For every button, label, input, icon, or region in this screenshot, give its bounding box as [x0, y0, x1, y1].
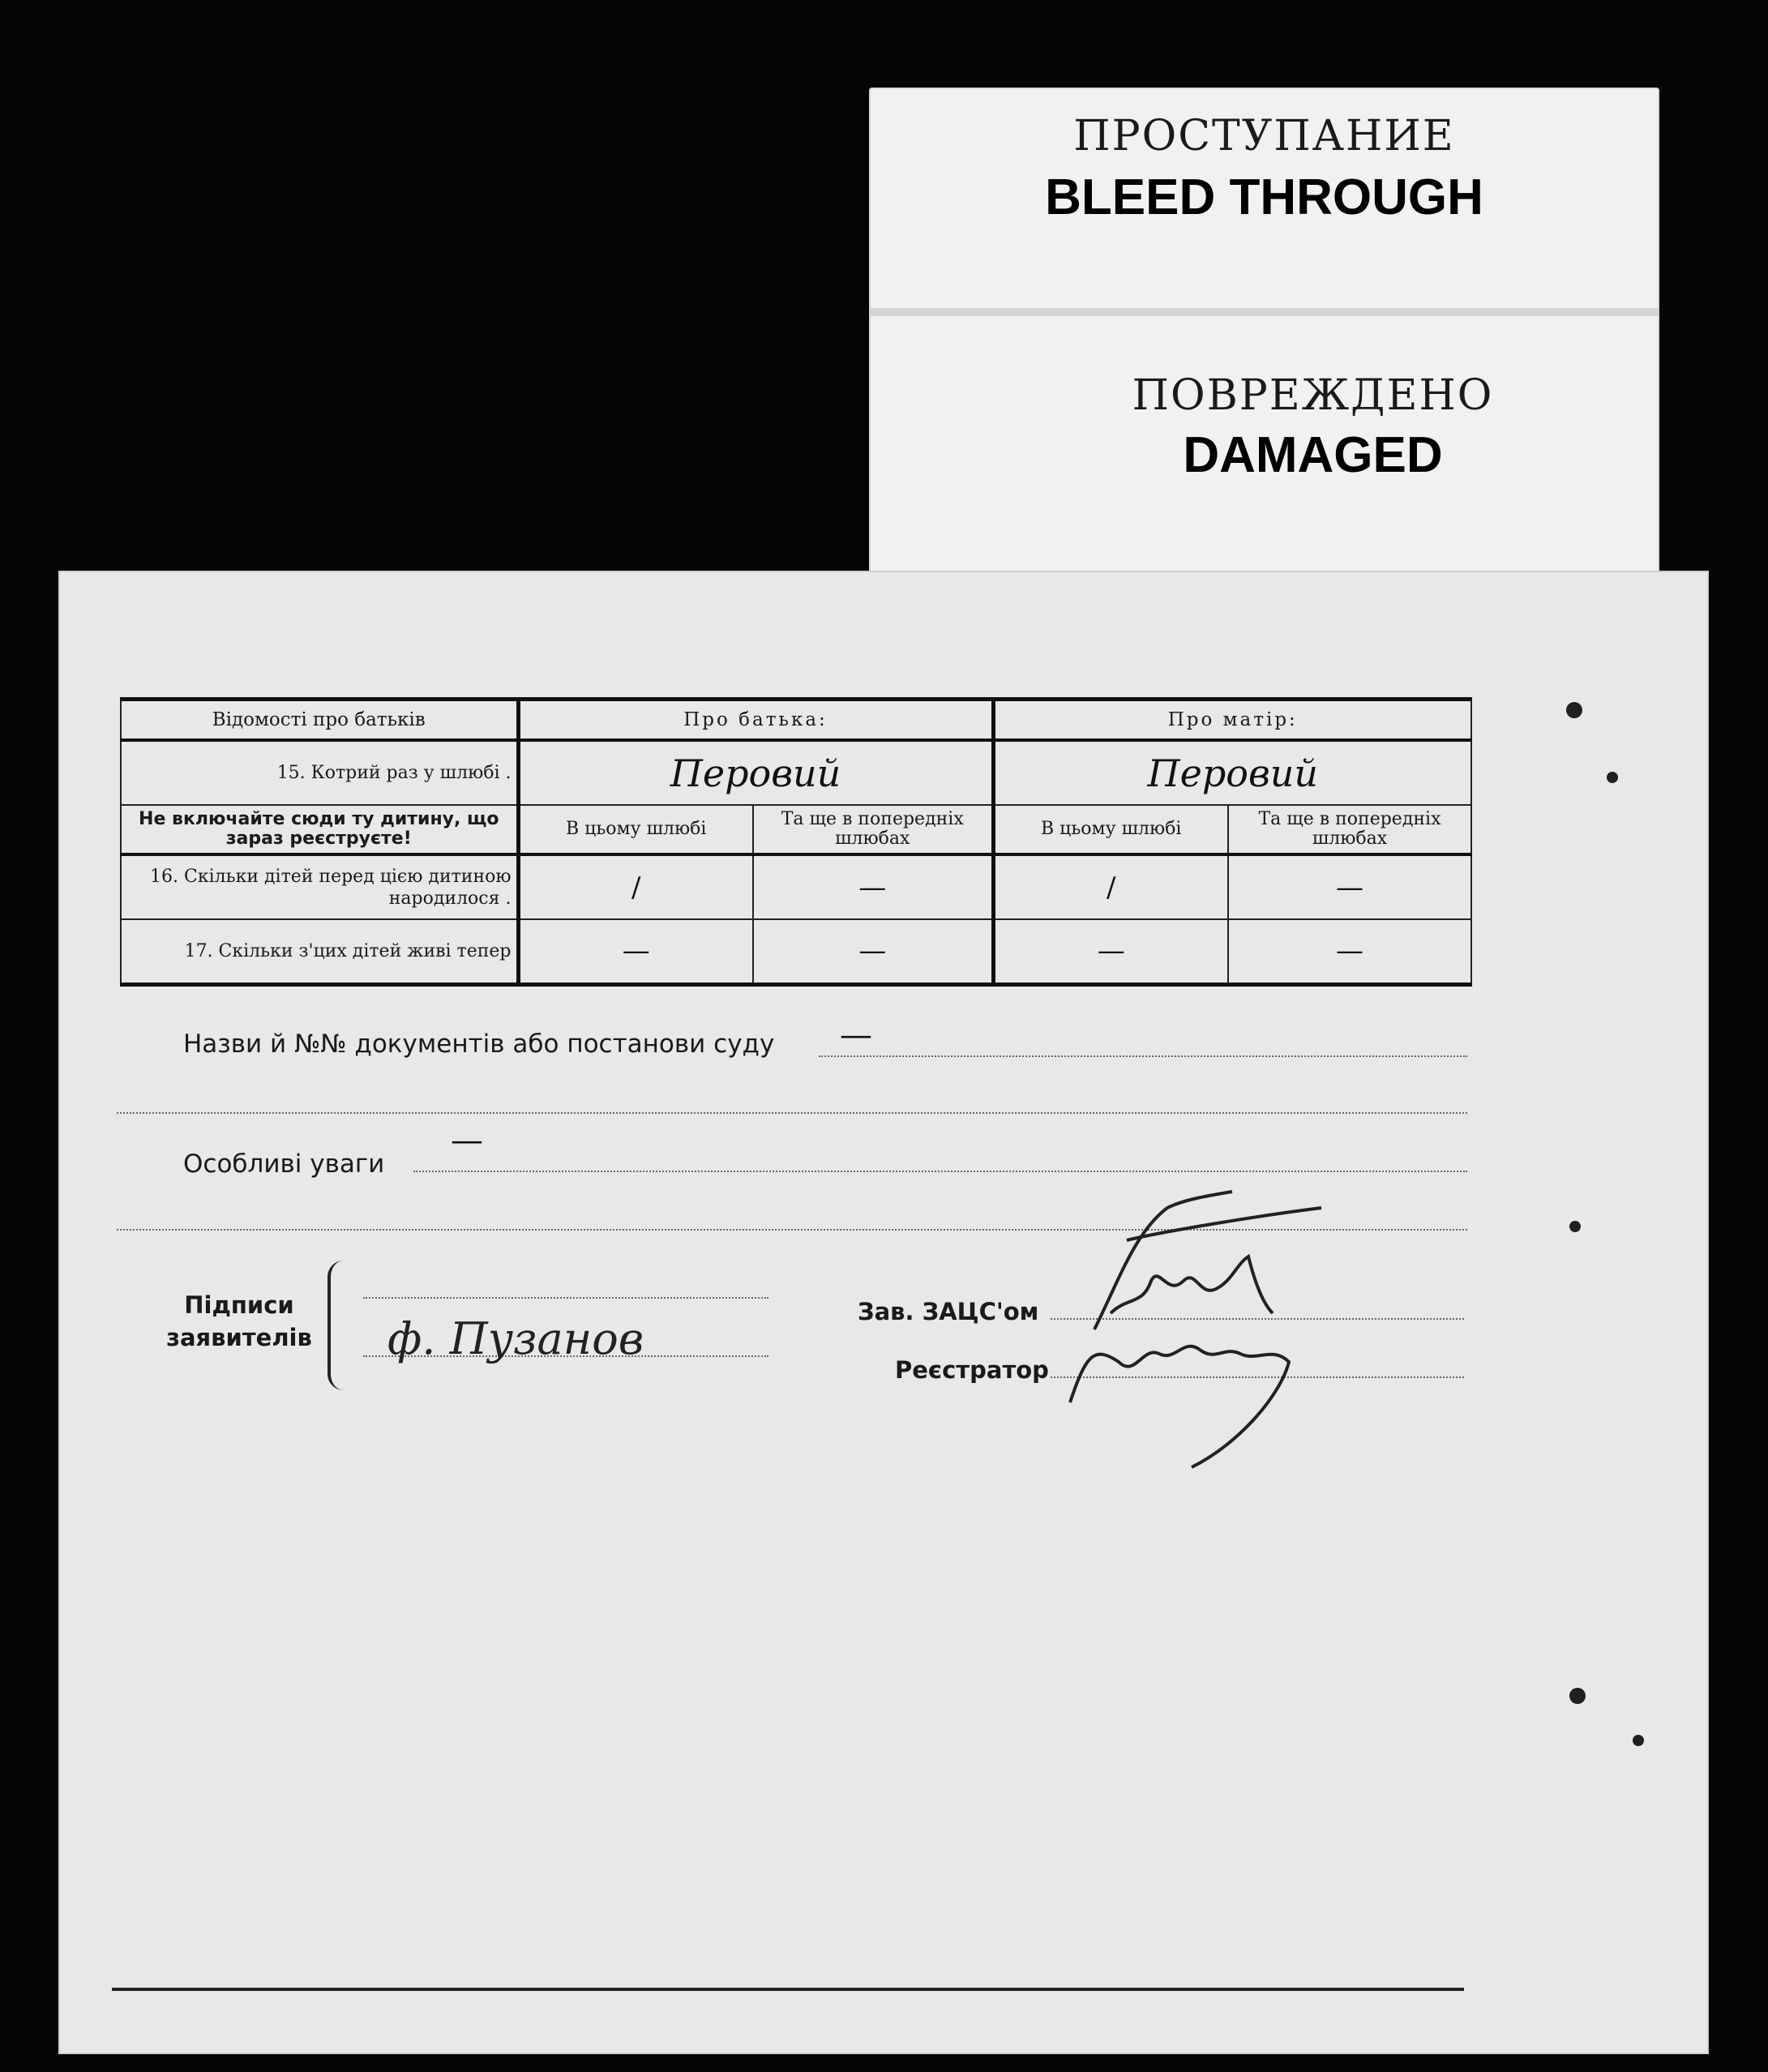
parents-info-table: [120, 697, 1472, 987]
punch-hole: [1569, 1221, 1581, 1232]
head-of-registry-label: Зав. ЗАЦС'ом: [858, 1298, 1039, 1325]
header-parents-info: Відомості про батьків: [121, 700, 518, 741]
punch-hole: [1569, 1688, 1586, 1704]
registrar-label: Реєстратор: [895, 1356, 1049, 1384]
documents-label: Назви й №№ документів або постанови суду: [183, 1030, 775, 1059]
label-damaged-ru: ПОВРЕЖДЕНО: [1132, 371, 1494, 420]
punch-hole: [1566, 702, 1582, 718]
special-notes-label: Особливі уваги: [183, 1149, 385, 1179]
applicant-signature: ф. Пузанов: [387, 1313, 644, 1364]
row16-father-this: /: [518, 854, 753, 919]
subheader-father-previous-marriages: Та ще в попередніх шлюбах: [753, 805, 993, 854]
row15-mother-value: Перовий: [993, 740, 1471, 805]
documents-line: [819, 1055, 1467, 1057]
row17-mother-this: —: [993, 919, 1228, 984]
signatures-label: [162, 1289, 316, 1354]
archive-label-card: [869, 88, 1659, 574]
special-notes-value: —: [451, 1122, 483, 1159]
row16-label: 16. Скільки дітей перед цією дитиною народилося .: [121, 854, 518, 919]
special-notes-line: [413, 1171, 1467, 1172]
subheader-mother-previous-marriages: Та ще в попередніх шлюбах: [1228, 805, 1471, 854]
subheader-father-this-marriage: В цьому шлюбі: [518, 805, 753, 854]
subheader-note: Не включайте сюди ту дитину, що зараз реєструєте!: [121, 805, 518, 854]
subheader-mother-this-marriage: В цьому шлюбі: [993, 805, 1228, 854]
row16-mother-this: /: [993, 854, 1228, 919]
documents-line-2: [117, 1112, 1467, 1114]
signature-line-1: [363, 1297, 768, 1299]
label-damaged-en: DAMAGED: [1183, 427, 1443, 483]
signatures-brace: [327, 1261, 349, 1390]
row15-father-value: Перовий: [518, 740, 993, 805]
signatures-label-line1: Підписи: [184, 1291, 294, 1319]
bottom-rule: [112, 1988, 1464, 1991]
label-bleed-through-en: BLEED THROUGH: [1045, 169, 1483, 225]
row17-father-prev: —: [753, 919, 993, 984]
row16-mother-prev: —: [1228, 854, 1471, 919]
row15-label: 15. Котрий раз у шлюбі .: [121, 740, 518, 805]
header-father: Про батька:: [518, 700, 993, 741]
punch-hole: [1633, 1735, 1644, 1746]
row17-father-this: —: [518, 919, 753, 984]
card-fold: [869, 308, 1659, 316]
header-mother: Про матір:: [993, 700, 1471, 741]
row17-mother-prev: —: [1228, 919, 1471, 984]
label-bleed-through-ru: ПРОСТУПАНИЕ: [1073, 112, 1455, 161]
row16-father-prev: —: [753, 854, 993, 919]
punch-hole: [1607, 772, 1618, 783]
head-signature-scribble: [1046, 1184, 1338, 1475]
documents-value: —: [840, 1017, 872, 1054]
row17-label: 17. Скільки з'цих дітей живі тепер: [121, 919, 518, 984]
signatures-label-line2: заявителів: [166, 1324, 312, 1351]
